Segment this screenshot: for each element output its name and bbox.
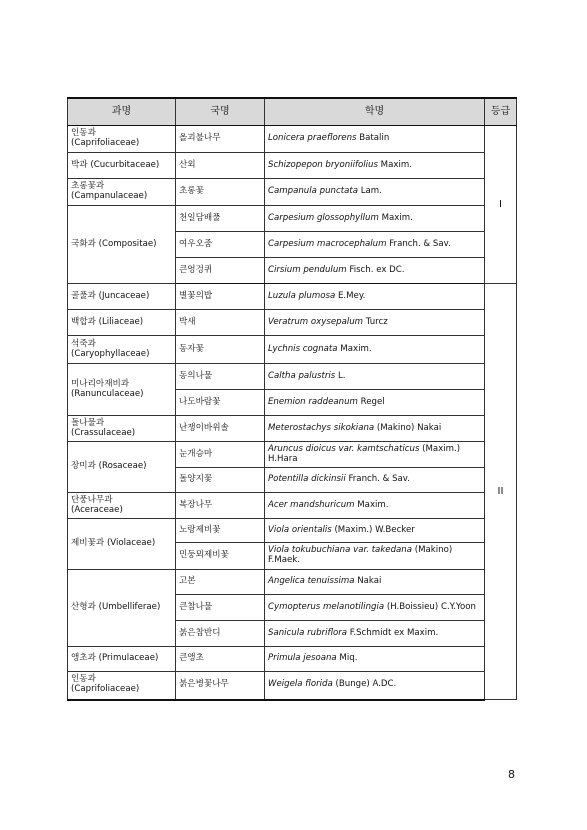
scientific-name-cell [265,336,485,364]
grade-cell: II [485,284,517,700]
scientific-name: Sanicula rubriflora [268,627,348,638]
scientific-name: Aruncus dioicus var. kamtschaticus [268,443,420,454]
scientific-name-cell [265,126,485,153]
scientific-name: Luzula plumosa [268,290,336,301]
table-row [68,493,517,519]
author: Maxim. [354,499,389,510]
korean-name-cell: 민둥뫼제비꽃 [176,543,265,570]
family-cell: 돌나물과 (Crassulaceae) [68,416,176,442]
scientific-name: Weigela florida [268,679,333,690]
author: Maxim. [337,343,372,354]
scientific-name: Viola orientalis [268,524,332,535]
korean-name-cell: 큰앵초 [176,647,265,672]
family-cell: 앵초과 (Primulaceae) [68,647,176,672]
scientific-name: Schizopepon bryoniifolius [268,159,378,170]
species-table [67,97,517,701]
author: Franch. & Sav. [345,474,410,485]
korean-name-cell: 여우오줌 [176,232,265,258]
header-family: 과명 [68,98,176,126]
korean-name-cell: 나도바람꽃 [176,390,265,416]
scientific-name: Acer mandshuricum [268,499,355,510]
korean-name-cell: 돌양지꽃 [176,468,265,493]
table-row [68,284,517,310]
family-cell: 골풀과 (Juncaceae) [68,284,176,310]
korean-name-cell: 동의나물 [176,364,265,390]
scientific-name-cell [265,258,485,284]
korean-name-cell: 올괴불나무 [176,126,265,153]
table-row [68,126,517,153]
author: (H.Boissieu) C.Y.Yoon [384,601,476,612]
korean-name-cell: 붉은참반디 [176,621,265,647]
scientific-name: Campanula punctata [268,186,358,197]
author: Nakai [354,576,382,587]
korean-name-cell: 고본 [176,570,265,595]
header-korean-name: 국명 [176,98,265,126]
family-cell: 장미과 (Rosaceae) [68,442,176,493]
family-cell: 박과 (Cucurbitaceae) [68,153,176,179]
scientific-name-cell [265,442,485,468]
korean-name-cell: 천일담배풀 [176,206,265,232]
author: Turcz [363,316,388,327]
scientific-name: Lychnis cognata [268,343,338,354]
scientific-name-cell [265,621,485,647]
family-cell: 석죽과 (Caryophyllaceae) [68,336,176,364]
table-row [68,519,517,543]
scientific-name-cell [265,493,485,519]
author: L. [335,370,346,381]
table-row [68,672,517,700]
scientific-name-cell [265,519,485,543]
table-row [68,310,517,336]
scientific-name: Cirsium pendulum [268,264,347,275]
author: (Makino) Nakai [374,422,442,433]
author: (Maxim.) H.Hara [268,443,461,464]
scientific-name-cell [265,390,485,416]
scientific-name-cell [265,672,485,700]
scientific-name: Carpesium macrocephalum [268,238,387,249]
scientific-name-cell [265,468,485,493]
scientific-name: Lonicera praeflorens [268,133,357,144]
scientific-name-cell [265,310,485,336]
scientific-name-cell [265,206,485,232]
grade-cell: I [485,126,517,284]
table-row [68,206,517,232]
author: Batalin [356,133,390,144]
scientific-name-cell [265,647,485,672]
korean-name-cell: 큰엉겅퀴 [176,258,265,284]
korean-name-cell: 노랑제비꽃 [176,519,265,543]
table-row [68,179,517,206]
scientific-name: Angelica tenuissima [268,576,355,587]
scientific-name: Potentilla dickinsii [268,474,346,485]
korean-name-cell: 붉은병꽃나무 [176,672,265,700]
korean-name-cell: 별꽃의밥 [176,284,265,310]
author: Miq. [336,653,358,664]
table-row [68,364,517,390]
header-scientific-name: 학명 [265,98,485,126]
table-row [68,153,517,179]
author: Maxim. [377,159,412,170]
scientific-name-cell [265,595,485,621]
family-cell: 인동과 (Caprifoliaceae) [68,126,176,153]
scientific-name-cell [265,179,485,206]
korean-name-cell: 큰참나물 [176,595,265,621]
scientific-name: Enemion raddeanum [268,396,358,407]
table-header-row [68,98,517,126]
korean-name-cell: 난쟁이바위솔 [176,416,265,442]
scientific-name: Veratrum oxysepalum [268,316,364,327]
family-cell: 미나리아재비과 (Ranunculaceae) [68,364,176,416]
scientific-name-cell [265,364,485,390]
korean-name-cell: 산외 [176,153,265,179]
scientific-name: Caltha palustris [268,370,336,381]
korean-name-cell: 복장나무 [176,493,265,519]
author: Lam. [357,186,382,197]
author: Regel [357,396,385,407]
korean-name-cell: 박새 [176,310,265,336]
author: Maxim. [378,212,413,223]
author: Fisch. ex DC. [346,264,405,275]
scientific-name-cell [265,416,485,442]
family-cell: 제비꽃과 (Violaceae) [68,519,176,570]
family-cell: 백합과 (Liliaceae) [68,310,176,336]
author: F.Schmidt ex Maxim. [347,627,439,638]
scientific-name-cell [265,570,485,595]
scientific-name-cell [265,232,485,258]
scientific-name: Cymopterus melanotilingia [268,601,385,612]
korean-name-cell: 눈개승마 [176,442,265,468]
family-cell: 산형과 (Umbelliferae) [68,570,176,647]
table-row [68,570,517,595]
author: (Maxim.) W.Becker [331,524,415,535]
scientific-name: Viola tokubuchiana var. takedana [268,545,413,556]
author: (Makino) F.Maek. [268,545,453,565]
scientific-name: Primula jesoana [268,653,337,664]
family-cell: 국화과 (Compositae) [68,206,176,284]
scientific-name: Carpesium glossophyllum [268,212,379,223]
table-row [68,336,517,364]
scientific-name-cell [265,543,485,570]
korean-name-cell: 동자꽃 [176,336,265,364]
family-cell: 단풍나무과 (Aceraceae) [68,493,176,519]
scientific-name-cell [265,153,485,179]
korean-name-cell: 초롱꽃 [176,179,265,206]
table-row [68,647,517,672]
table-row [68,416,517,442]
family-cell: 인동과 (Caprifoliaceae) [68,672,176,700]
header-grade: 등급 [485,98,517,126]
table-row [68,442,517,468]
scientific-name-cell [265,284,485,310]
author: E.Mey. [335,290,366,301]
scientific-name: Meterostachys sikokiana [268,422,375,433]
family-cell: 초롱꽃과 (Campanulaceae) [68,179,176,206]
page-number: 8 [508,768,515,781]
author: (Bunge) A.DC. [332,679,397,690]
author: Franch. & Sav. [386,238,451,249]
